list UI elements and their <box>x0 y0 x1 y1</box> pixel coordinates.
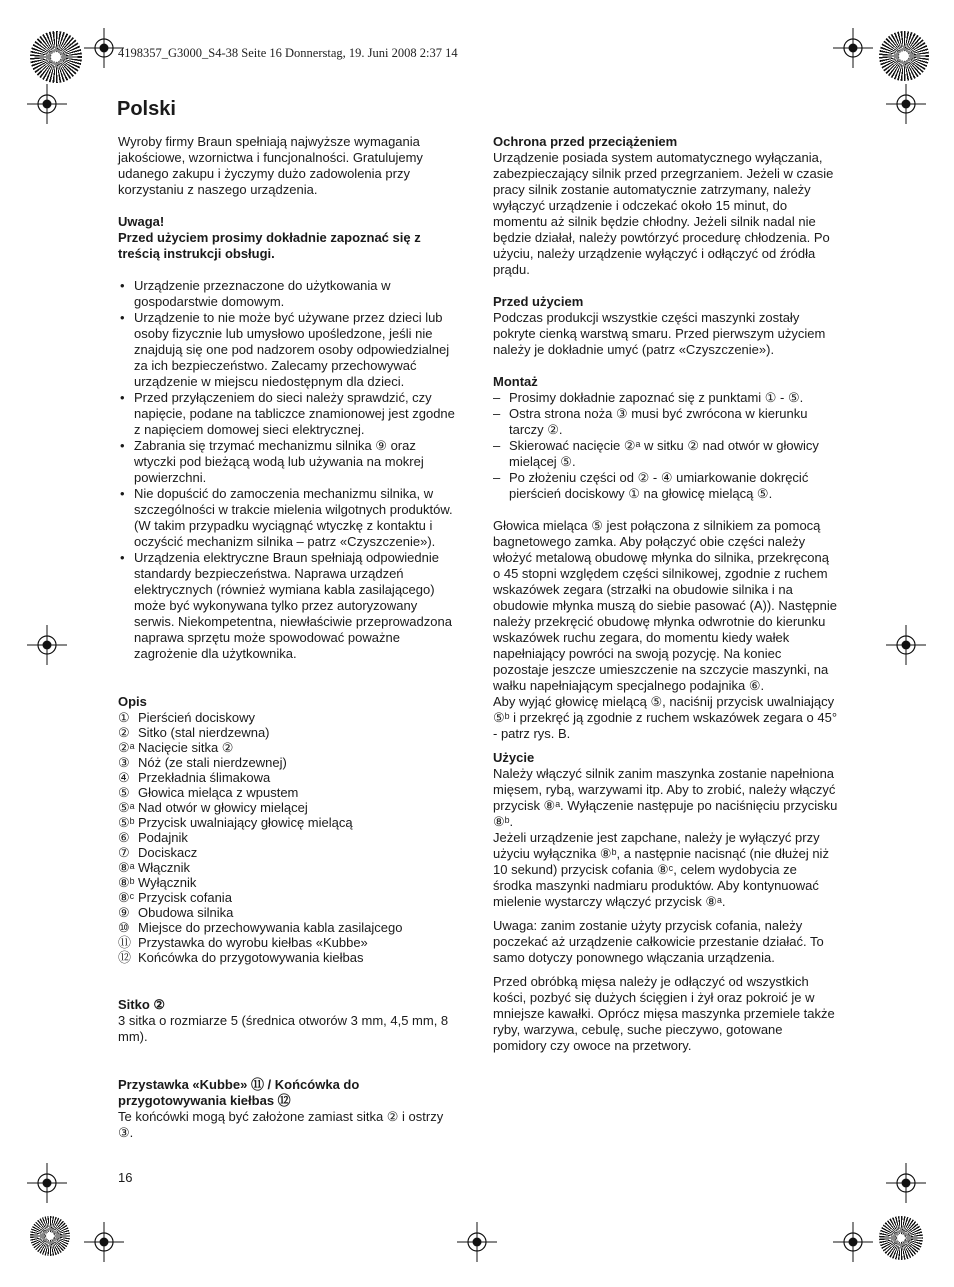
list-item <box>118 905 458 920</box>
usage-paragraph: Przed obróbką mięsa należy je odłączyć od wszystkich kości, pozbyć się dużych ścięgien i żył oraz pokroić je w mniejsze kawałki. Oprócz mięsa maszynka przemiele także ryby, warzywa, cebulę, suche pieczywo, gotowane pomidory czy owoce na przetwory. <box>493 974 835 1053</box>
assembly-paragraph: Głowica mieląca ⑤ jest połączona z silnikiem za pomocą bagnetowego zamka. Aby połączyć obie części należy włożyć metalową obudowę młynka do silnika, przekręconą o 45 stopni względem części silnikowej, zgodnie z ruchem wskazówek zegara (strzałki na obudowie silnika i na obudowie młynka muszą do siebie pasować (A)). Następnie należy przekręcić obudowę młynka odwrotnie do kierunku wskazówek ruchu zegara, do momentu kiedy wałek napełniający powróci na swoją pozycję. Na koniec pozostaje jeszcze umieszczenie na szczycie maszynki, na wałku napełniającym specjalnego podajnika ⑥. <box>493 518 837 693</box>
part-label: Nacięcie sitka ② <box>138 740 234 755</box>
list-item <box>118 755 458 770</box>
attachment-heading: Przystawka «Kubbe» ⑪ / Końcówka do przygotowywania kiełbas ⑫ <box>118 1077 360 1108</box>
part-label: Przekładnia ślimakowa <box>138 770 271 785</box>
registration-mark <box>27 625 67 665</box>
parts-list <box>118 710 458 965</box>
print-slug: 4198357_G3000_S4-38 Seite 16 Donnerstag, 19. Juni 2008 2:37 14 <box>118 46 458 60</box>
list-item: • Urządzenia elektryczne Braun spełniają odpowiednie standardy bezpieczeństwa. Naprawa urządzeń elektrycznych (również wymiana kabla zasilającego) może być wykonywana tylko przez autoryzowany serwis. Niekompetentna, niewłaściwie przeprowadzona naprawa sprzętu może spowodować poważne zagrożenie dla użytkownika. <box>118 550 458 662</box>
registration-mark <box>886 1163 926 1203</box>
right-column <box>493 134 838 1054</box>
list-item <box>118 815 458 830</box>
registration-mark <box>886 84 926 124</box>
assembly-paragraph: Aby wyjąć głowicę mielącą ⑤, naciśnij przycisk uwalniający ⑤ᵇ i przekręć ją zgodnie z ruchem wskazówek zegara o 45° - patrz rys. B. <box>493 694 838 741</box>
part-label: Przycisk uwalniający głowicę mielącą <box>138 815 353 830</box>
part-label: Końcówka do przygotowywania kiełbas <box>138 950 364 965</box>
list-item: – Po złożeniu części od ② - ④ umiarkowanie dokręcić pierścień dociskowy ① na głowicę mielącą ⑤. <box>493 470 838 502</box>
overload-heading: Ochrona przed przeciążeniem <box>493 134 678 149</box>
usage-note: Uwaga: zanim zostanie użyty przycisk cofania, należy poczekać aż urządzenie całkowicie przestanie działać. To samo dotyczy ponownego włączania urządzenia. <box>493 918 824 965</box>
list-item <box>118 950 458 965</box>
part-number: ⑧ᵃ <box>118 860 135 875</box>
registration-mark <box>457 1222 497 1262</box>
list-item: – Skierować nacięcie ②ᵃ w sitku ② nad otwór w głowicy mielącej ⑤. <box>493 438 838 470</box>
part-label: Przycisk cofania <box>138 890 232 905</box>
usage-heading: Użycie <box>493 750 535 765</box>
color-registration-rosette <box>879 31 929 81</box>
list-item <box>118 800 458 815</box>
registration-mark <box>833 28 873 68</box>
list-item: – Prosimy dokładnie zapoznać się z punktami ① - ⑤. <box>493 390 838 406</box>
list-item <box>118 920 458 935</box>
list-item <box>118 785 458 800</box>
list-item: – Ostra strona noża ③ musi być zwrócona w kierunku tarczy ②. <box>493 406 838 438</box>
part-number: ⑩ <box>118 920 130 935</box>
sieve-heading: Sitko ② <box>118 997 166 1012</box>
description-heading: Opis <box>118 694 147 709</box>
part-label: Wyłącznik <box>138 875 197 890</box>
before-use-text: Podczas produkcji wszystkie części maszynki zostały pokryte cienką warstwą smaru. Przed pierwszym użyciem należy je dokładnie umyć (patrz «Czyszczenie»). <box>493 310 826 357</box>
safety-list <box>118 278 458 662</box>
attachment-text: Te końcówki mogą być założone zamiast sitka ② i ostrzy ③. <box>118 1109 444 1140</box>
part-number: ④ <box>118 770 130 785</box>
part-number: ② <box>118 725 130 740</box>
list-item: • Zabrania się trzymać mechanizmu silnika ⑨ oraz wtyczki pod bieżącą wodą lub używania na mokrej powierzchni. <box>118 438 458 486</box>
part-number: ③ <box>118 755 130 770</box>
part-label: Podajnik <box>138 830 188 845</box>
list-item <box>118 845 458 860</box>
intro-paragraph: Wyroby firmy Braun spełniają najwyższe wymagania jakościowe, wzornictwa i funcjonalności. Gratulujemy udanego zakupu i życzymy dużo zadowolenia przy korzystaniu z naszego urządzenia. <box>118 134 423 197</box>
part-number: ⑤ᵃ <box>118 800 135 815</box>
part-label: Dociskacz <box>138 845 198 860</box>
part-number: ⑧ᶜ <box>118 890 135 905</box>
part-number: ⑧ᵇ <box>118 875 135 890</box>
list-item <box>118 875 458 890</box>
list-item <box>118 830 458 845</box>
overload-text: Urządzenie posiada system automatycznego wyłączania, zabezpieczający silnik przed przegrzaniem. Jeżeli w czasie pracy silnik zostanie automatycznie zatrzymany, należy wyłączyć urządzenie i odczekać około 15 minut, do momentu aż silnik będzie chłodny. Jeżeli silnik nadal nie będzie działał, należy powtórzyć procedurę chłodzenia. Po użyciu, należy urządzenie wyłączyć i odłączyć od źródła prądu. <box>493 150 834 277</box>
part-number: ⑥ <box>118 830 130 845</box>
list-item: • Urządzenie przeznaczone do użytkowania w gospodarstwie domowym. <box>118 278 458 310</box>
part-label: Przystawka do wyrobu kiełbas «Kubbe» <box>138 935 368 950</box>
part-label: Nóż (ze stali nierdzewnej) <box>138 755 287 770</box>
part-label: Głowica mieląca z wpustem <box>138 785 299 800</box>
assembly-steps <box>493 390 838 502</box>
part-number: ⑫ <box>118 950 132 965</box>
assembly-heading: Montaż <box>493 374 538 389</box>
page-title: Polski <box>117 98 176 120</box>
part-number: ②ᵃ <box>118 740 135 755</box>
warning-heading: Uwaga! <box>118 214 165 229</box>
warning-subheading: Przed użyciem prosimy dokładnie zapoznać się z treścią instrukcji obsługi. <box>118 230 421 261</box>
part-label: Miejsce do przechowywania kabla zasilajcego <box>138 920 403 935</box>
list-item <box>118 860 458 875</box>
part-number: ⑤ <box>118 785 130 800</box>
registration-mark <box>833 1222 873 1262</box>
color-registration-rosette <box>30 31 82 83</box>
list-item <box>118 710 458 725</box>
list-item: • Urządzenie to nie może być używane przez dzieci lub osoby fizycznie lub umysłowo upośledzone, jeśli nie znajdują się one pod nadzorem osoby odpowiedzialnej za ich bezpieczeństwo. Zalecamy przechowywać urządzenie w miejscu niedostępnym dla dzieci. <box>118 310 458 390</box>
left-column <box>118 134 458 1141</box>
part-number: ⑪ <box>118 935 132 950</box>
list-item <box>118 890 458 905</box>
registration-mark <box>27 1163 67 1203</box>
list-item <box>118 770 458 785</box>
list-item <box>118 725 458 740</box>
sieve-text: 3 sitka o rozmiarze 5 (średnica otworów 3 mm, 4,5 mm, 8 mm). <box>118 1013 449 1044</box>
list-item <box>118 740 458 755</box>
list-item <box>118 935 458 950</box>
usage-paragraph: Jeżeli urządzenie jest zapchane, należy je wyłączyć przy użyciu wyłącznika ⑧ᵇ, a następnie nacisnąć (nie dłużej niż 10 sekund) przycisk cofania ⑧ᶜ, celem wydobycia ze środka maszynki nadmiaru produktów. Aby kontynuować mielenie wystarczy włączyć przycisk ⑧ᵃ. <box>493 830 829 909</box>
part-label: Sitko (stal nierdzewna) <box>138 725 270 740</box>
registration-mark <box>84 1222 124 1262</box>
registration-mark <box>27 84 67 124</box>
usage-paragraph: Należy włączyć silnik zanim maszynka zostanie napełniona mięsem, rybą, warzywami itp. Aby to zrobić, należy włączyć przycisk ⑧ᵃ. Wyłączenie następuje po naciśnięciu przycisku ⑧ᵇ. <box>493 766 838 829</box>
part-number: ⑦ <box>118 845 130 860</box>
part-number: ① <box>118 710 130 725</box>
part-label: Włącznik <box>138 860 191 875</box>
list-item: • Nie dopuścić do zamoczenia mechanizmu silnika, w szczególności w trakcie mielenia wilgotnych produktów. (W takim przypadku wyciągnąć wtyczkę z kontaktu i oczyścić mechanizm silnika – patrz «Czyszczenie»). <box>118 486 458 550</box>
color-registration-rosette <box>879 1216 923 1260</box>
part-label: Pierścień dociskowy <box>138 710 256 725</box>
part-number: ⑨ <box>118 905 130 920</box>
list-item: • Przed przyłączeniem do sieci należy sprawdzić, czy napięcie, podane na tabliczce znamionowej jest zgodne z napięciem domowej sieci elektrycznej. <box>118 390 458 438</box>
part-label: Nad otwór w głowicy mielącej <box>138 800 308 815</box>
page-number: 16 <box>118 1170 133 1185</box>
before-use-heading: Przed użyciem <box>493 294 584 309</box>
part-number: ⑤ᵇ <box>118 815 135 830</box>
part-label: Obudowa silnika <box>138 905 234 920</box>
color-registration-rosette <box>30 1216 70 1256</box>
registration-mark <box>886 625 926 665</box>
